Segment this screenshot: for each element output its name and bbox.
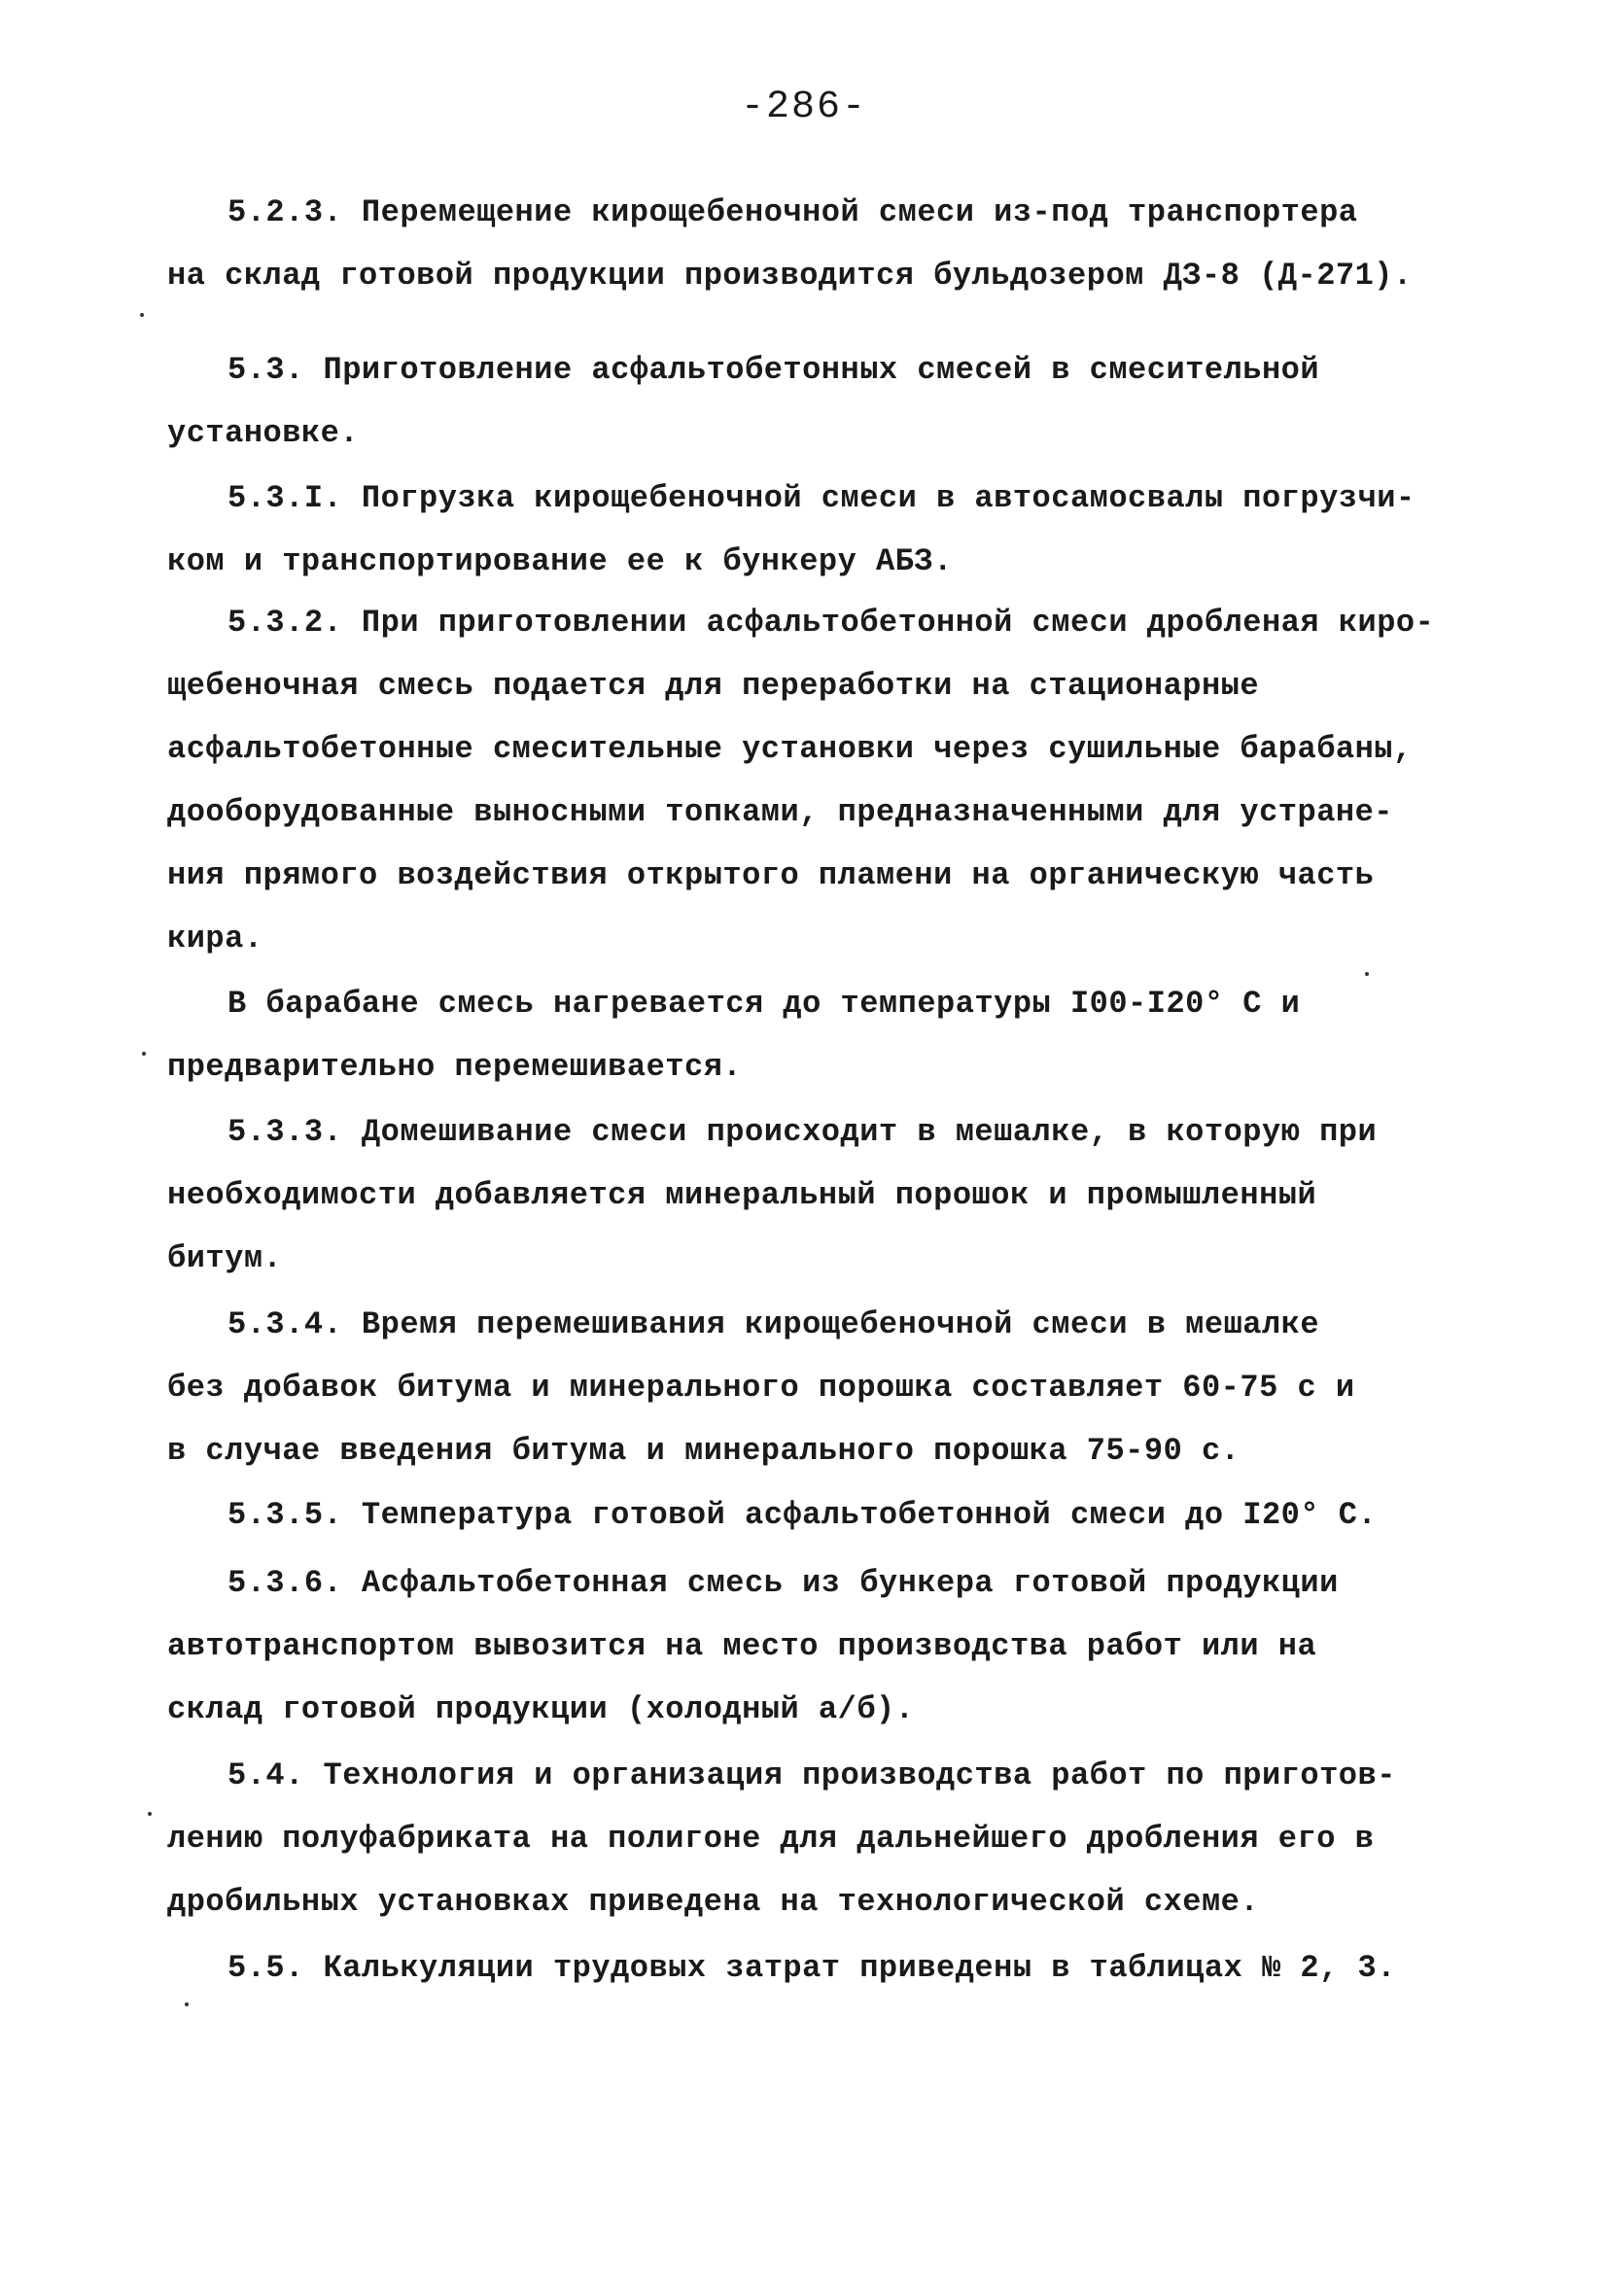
text-line: битум. bbox=[167, 1240, 283, 1276]
text-line: 5.3.I. Погрузка кирощебеночной смеси в автосамосвалы погрузчи- bbox=[227, 480, 1416, 516]
text-line: 5.3. Приготовление асфальтобетонных смесей в смесительной bbox=[227, 352, 1320, 388]
scan-speck bbox=[148, 1812, 152, 1816]
text-line: автотранспортом вывозится на место производства работ или на bbox=[167, 1628, 1317, 1664]
text-line: дооборудованные выносными топками, предназначенными для устране- bbox=[167, 794, 1393, 830]
text-line: дробильных установках приведена на технологической схеме. bbox=[167, 1884, 1260, 1920]
scan-speck bbox=[142, 1052, 146, 1056]
paragraph-5-4 bbox=[167, 1744, 1451, 1933]
paragraph-5-3-3 bbox=[167, 1100, 1451, 1290]
paragraph-5-2-3 bbox=[167, 181, 1451, 307]
scan-speck bbox=[1365, 972, 1369, 976]
text-line: ком и транспортирование ее к бункеру АБЗ. bbox=[167, 543, 953, 579]
text-line: без добавок битума и минерального порошка составляет 60-75 с и bbox=[167, 1370, 1355, 1406]
text-line: 5.2.3. Перемещение кирощебеночной смеси из-под транспортера bbox=[227, 194, 1358, 230]
scan-speck bbox=[140, 313, 144, 317]
paragraph-5-3 bbox=[167, 338, 1451, 465]
paragraph-5-3-4 bbox=[167, 1293, 1451, 1482]
text-line: кира. bbox=[167, 921, 263, 957]
text-line: асфальтобетонные смесительные установки через сушильные барабаны, bbox=[167, 731, 1413, 767]
paragraph-5-5 bbox=[167, 1936, 1451, 2000]
paragraph-5-3-2 bbox=[167, 591, 1451, 970]
text-line: 5.3.4. Время перемешивания кирощебеночной смеси в мешалке bbox=[227, 1306, 1320, 1342]
paragraph-5-3-1 bbox=[167, 467, 1451, 593]
text-line: 5.5. Калькуляции трудовых затрат приведены в таблицах № 2, 3. bbox=[227, 1950, 1396, 1986]
text-line: 5.4. Технология и организация производства работ по приготов- bbox=[227, 1757, 1396, 1793]
paragraph-5-3-5 bbox=[167, 1483, 1451, 1547]
text-line: на склад готовой продукции производится бульдозером ДЗ-8 (Д-271). bbox=[167, 258, 1413, 294]
text-line: установке. bbox=[167, 415, 360, 451]
paragraph-5-3-6 bbox=[167, 1551, 1451, 1741]
text-line: В барабане смесь нагревается до температуры I00-I20° С и bbox=[227, 986, 1301, 1022]
text-line: необходимости добавляется минеральный порошок и промышленный bbox=[167, 1177, 1317, 1213]
page-number: -286- bbox=[740, 86, 868, 129]
text-line: 5.3.5. Температура готовой асфальтобетонной смеси до I20° С. bbox=[227, 1497, 1378, 1533]
text-line: щебеночная смесь подается для переработки на стационарные bbox=[167, 668, 1260, 704]
paragraph-baraban bbox=[167, 972, 1451, 1098]
text-line: 5.3.3. Домешивание смеси происходит в мешалке, в которую при bbox=[227, 1114, 1378, 1150]
text-line: лению полуфабриката на полигоне для дальнейшего дробления его в bbox=[167, 1821, 1375, 1857]
text-line: предварительно перемешивается. bbox=[167, 1049, 743, 1085]
text-line: склад готовой продукции (холодный а/б). bbox=[167, 1691, 915, 1727]
text-line: 5.3.6. Асфальтобетонная смесь из бункера готовой продукции bbox=[227, 1565, 1339, 1601]
text-line: 5.3.2. При приготовлении асфальтобетонной смеси дробленая киро- bbox=[227, 605, 1435, 641]
text-line: ния прямого воздействия открытого пламени на органическую часть bbox=[167, 857, 1375, 893]
text-line: в случае введения битума и минерального порошка 75-90 с. bbox=[167, 1433, 1241, 1469]
scan-speck bbox=[185, 2002, 189, 2006]
